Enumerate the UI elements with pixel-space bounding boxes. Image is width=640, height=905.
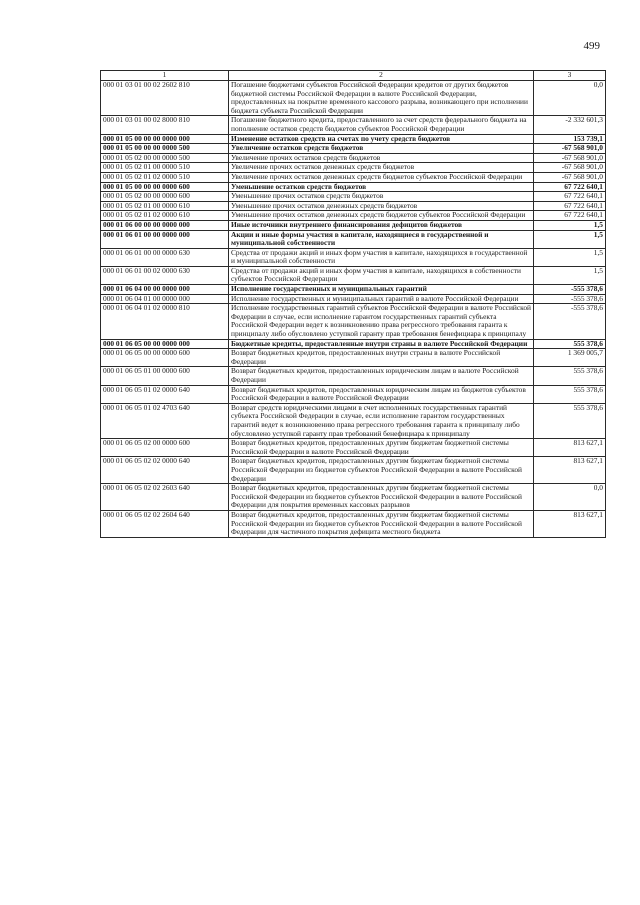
source-name-cell: Возврат бюджетных кредитов, предоставленных внутри страны в валюте Российской Федерации: [229, 349, 534, 367]
classification-code-cell: 000 01 06 05 02 02 0000 640: [101, 457, 229, 484]
amount-cell: 813 627,1: [534, 510, 606, 537]
classification-code-cell: 000 01 05 02 00 00 0000 600: [101, 192, 229, 202]
amount-cell: 1,5: [534, 266, 606, 284]
table-row: [101, 385, 606, 403]
source-name-cell: Увеличение прочих остатков средств бюджетов: [229, 153, 534, 163]
table-row: [101, 211, 606, 221]
table-row: [101, 144, 606, 154]
classification-code-cell: 000 01 06 01 00 02 0000 630: [101, 266, 229, 284]
source-name-cell: Акции и иные формы участия в капитале, находящиеся в государственной и муниципальной собственности: [229, 230, 534, 248]
table-row: [101, 285, 606, 295]
source-name-cell: Погашение бюджетного кредита, предоставленного за счет средств федерального бюджета на пополнение остатков средств бюджетов субъектов Российской Федерации: [229, 116, 534, 134]
table-row: [101, 81, 606, 116]
source-name-cell: Возврат средств юридическими лицами в счет исполненных государственных гарантий субъекта Российской Федерации в случае, если исполнение гарантом государственных гарантий ведет к возникновению права регрессного требования гаранта к принципалу либо обусловлено уступкой гаранту прав требований бенефициара к принципалу: [229, 403, 534, 438]
table-row: [101, 266, 606, 284]
source-name-cell: Возврат бюджетных кредитов, предоставленных другим бюджетам бюджетной системы Российской Федерации в валюте Российской Федерации: [229, 439, 534, 457]
table-row: [101, 304, 606, 339]
table-row: [101, 484, 606, 511]
source-name-cell: Увеличение прочих остатков денежных средств бюджетов субъектов Российской Федерации: [229, 172, 534, 182]
classification-code-cell: 000 01 06 05 00 00 0000 000: [101, 339, 229, 349]
source-name-cell: Уменьшение прочих остатков денежных средств бюджетов: [229, 201, 534, 211]
classification-code-cell: 000 01 06 04 00 00 0000 000: [101, 285, 229, 295]
source-name-cell: Бюджетные кредиты, предоставленные внутри страны в валюте Российской Федерации: [229, 339, 534, 349]
classification-code-cell: 000 01 06 05 00 00 0000 600: [101, 349, 229, 367]
table-row: [101, 510, 606, 537]
classification-code-cell: 000 01 06 05 02 02 2604 640: [101, 510, 229, 537]
classification-code-cell: 000 01 05 00 00 00 0000 500: [101, 144, 229, 154]
classification-code-cell: 000 01 05 00 00 00 0000 000: [101, 134, 229, 144]
amount-cell: 555 378,6: [534, 385, 606, 403]
classification-code-cell: 000 01 05 02 01 02 0000 510: [101, 172, 229, 182]
classification-code-cell: 000 01 06 05 02 00 0000 600: [101, 439, 229, 457]
amount-cell: 1,5: [534, 248, 606, 266]
table-row: [101, 153, 606, 163]
classification-code-cell: 000 01 06 05 02 02 2603 640: [101, 484, 229, 511]
classification-code-cell: 000 01 06 05 01 02 0000 640: [101, 385, 229, 403]
source-name-cell: Изменение остатков средств на счетах по учету средств бюджетов: [229, 134, 534, 144]
source-name-cell: Иные источники внутреннего финансирования дефицитов бюджетов: [229, 220, 534, 230]
amount-cell: -2 332 601,3: [534, 116, 606, 134]
source-name-cell: Исполнение государственных и муниципальных гарантий: [229, 285, 534, 295]
amount-cell: 1 369 005,7: [534, 349, 606, 367]
classification-code-cell: 000 01 06 01 00 00 0000 630: [101, 248, 229, 266]
amount-cell: 67 722 640,1: [534, 182, 606, 192]
table-row: [101, 339, 606, 349]
source-name-cell: Уменьшение прочих остатков средств бюджетов: [229, 192, 534, 202]
amount-cell: -555 378,6: [534, 304, 606, 339]
budget-sources-table: [100, 70, 606, 538]
classification-code-cell: 000 01 05 02 01 02 0000 610: [101, 211, 229, 221]
column-header-name: 2: [229, 71, 534, 81]
column-header-code: 1: [101, 71, 229, 81]
table-body: [101, 81, 606, 538]
classification-code-cell: 000 01 03 01 00 02 8000 810: [101, 116, 229, 134]
amount-cell: 0,0: [534, 81, 606, 116]
table-header-row: [101, 71, 606, 81]
classification-code-cell: 000 01 03 01 00 02 2602 810: [101, 81, 229, 116]
classification-code-cell: 000 01 06 05 01 02 4703 640: [101, 403, 229, 438]
table-row: [101, 163, 606, 173]
source-name-cell: Исполнение государственных и муниципальных гарантий в валюте Российской Федерации: [229, 294, 534, 304]
classification-code-cell: 000 01 06 00 00 00 0000 000: [101, 220, 229, 230]
classification-code-cell: 000 01 06 01 00 00 0000 000: [101, 230, 229, 248]
amount-cell: 555 378,6: [534, 339, 606, 349]
amount-cell: -67 568 901,0: [534, 172, 606, 182]
table-row: [101, 439, 606, 457]
classification-code-cell: 000 01 06 04 01 02 0000 810: [101, 304, 229, 339]
amount-cell: -555 378,6: [534, 285, 606, 295]
source-name-cell: Увеличение прочих остатков денежных средств бюджетов: [229, 163, 534, 173]
table-row: [101, 134, 606, 144]
source-name-cell: Средства от продажи акций и иных форм участия в капитале, находящихся в государственной и муниципальной собственности: [229, 248, 534, 266]
classification-code-cell: 000 01 05 00 00 00 0000 600: [101, 182, 229, 192]
page-number: 499: [583, 40, 600, 52]
amount-cell: 0,0: [534, 484, 606, 511]
table-row: [101, 172, 606, 182]
column-header-sum: 3: [534, 71, 606, 81]
source-name-cell: Возврат бюджетных кредитов, предоставленных другим бюджетам бюджетной системы Российской Федерации из бюджетов субъектов Российской Федерации в валюте Российской Федерации для покрытия временных кассовых разрывов: [229, 484, 534, 511]
table-row: [101, 182, 606, 192]
source-name-cell: Уменьшение прочих остатков денежных средств бюджетов субъектов Российской Федерации: [229, 211, 534, 221]
amount-cell: 153 739,1: [534, 134, 606, 144]
source-name-cell: Возврат бюджетных кредитов, предоставленных другим бюджетам бюджетной системы Российской Федерации из бюджетов субъектов Российской Федерации в валюте Российской Федерации: [229, 457, 534, 484]
source-name-cell: Возврат бюджетных кредитов, предоставленных другим бюджетам бюджетной системы Российской Федерации из бюджетов субъектов Российской Федерации в валюте Российской Федерации для частичного покрытия дефицита местного бюджета: [229, 510, 534, 537]
classification-code-cell: 000 01 05 02 00 00 0000 500: [101, 153, 229, 163]
amount-cell: -67 568 901,0: [534, 153, 606, 163]
source-name-cell: Уменьшение остатков средств бюджетов: [229, 182, 534, 192]
source-name-cell: Возврат бюджетных кредитов, предоставленных юридическим лицам из бюджетов субъектов Российской Федерации в валюте Российской Федерации: [229, 385, 534, 403]
table-row: [101, 403, 606, 438]
source-name-cell: Исполнение государственных гарантий субъектов Российской Федерации в валюте Российской Федерации в случае, если исполнение гарантом государственных гарантий субъекта Российской Федерации ведет к возникновению права регрессного требования гаранта к принципалу либо обусловлено уступкой гаранту прав требования бенефициара к принципалу: [229, 304, 534, 339]
amount-cell: 813 627,1: [534, 457, 606, 484]
classification-code-cell: 000 01 06 04 01 00 0000 000: [101, 294, 229, 304]
amount-cell: 67 722 640,1: [534, 201, 606, 211]
classification-code-cell: 000 01 05 02 01 00 0000 510: [101, 163, 229, 173]
table-row: [101, 248, 606, 266]
amount-cell: 813 627,1: [534, 439, 606, 457]
amount-cell: 555 378,6: [534, 367, 606, 385]
amount-cell: 555 378,6: [534, 403, 606, 438]
source-name-cell: Средства от продажи акций и иных форм участия в капитале, находящихся в собственности субъектов Российской Федерации: [229, 266, 534, 284]
classification-code-cell: 000 01 06 05 01 00 0000 600: [101, 367, 229, 385]
table-row: [101, 116, 606, 134]
table-row: [101, 220, 606, 230]
table-row: [101, 349, 606, 367]
table-row: [101, 230, 606, 248]
classification-code-cell: 000 01 05 02 01 00 0000 610: [101, 201, 229, 211]
source-name-cell: Погашение бюджетами субъектов Российской Федерации кредитов от других бюджетов бюджетной системы Российской Федерации в валюте Российской Федерации, предоставленных на покрытие временного кассового разрыва, возникающего при исполнении бюджета субъекта Российской Федерации: [229, 81, 534, 116]
table-row: [101, 294, 606, 304]
amount-cell: 67 722 640,1: [534, 211, 606, 221]
source-name-cell: Увеличение остатков средств бюджетов: [229, 144, 534, 154]
amount-cell: -555 378,6: [534, 294, 606, 304]
amount-cell: -67 568 901,0: [534, 163, 606, 173]
amount-cell: 1,5: [534, 230, 606, 248]
table-row: [101, 457, 606, 484]
source-name-cell: Возврат бюджетных кредитов, предоставленных юридическим лицам в валюте Российской Федерации: [229, 367, 534, 385]
amount-cell: 1,5: [534, 220, 606, 230]
amount-cell: 67 722 640,1: [534, 192, 606, 202]
table-row: [101, 201, 606, 211]
table-row: [101, 192, 606, 202]
table-row: [101, 367, 606, 385]
amount-cell: -67 568 901,0: [534, 144, 606, 154]
